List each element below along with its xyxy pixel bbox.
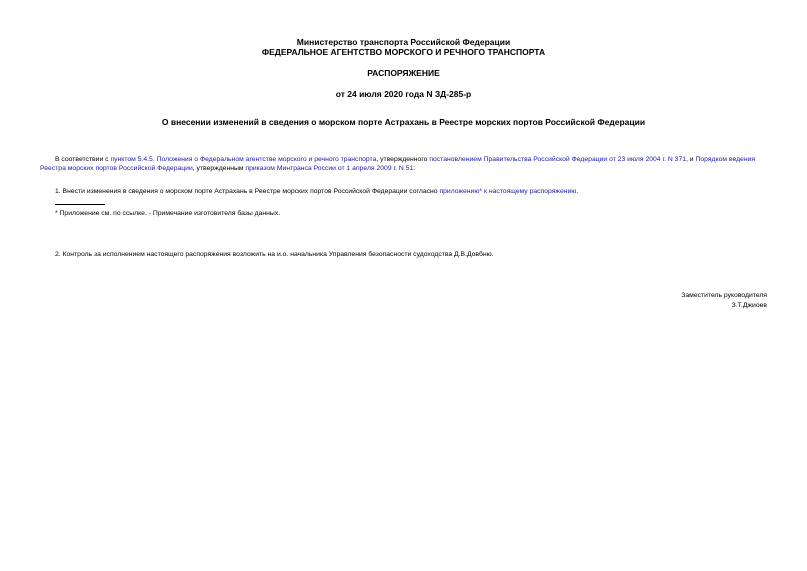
item-1-text: 1. Внести изменения в сведения о морском порте Астрахань в Реестре морских портов Российской Федерации согласно: [55, 188, 440, 195]
preamble-text: В соответствии с: [55, 156, 111, 163]
preamble-text: , утвержденным: [192, 165, 246, 172]
signatory-position: Заместитель руководителя: [681, 292, 767, 299]
preamble-paragraph: [40, 155, 768, 173]
agency-name: ФЕДЕРАЛЬНОЕ АГЕНТСТВО МОРСКОГО И РЕЧНОГО ТРАНСПОРТА: [261, 47, 546, 57]
signatory-name: З.Т.Джиоев: [731, 302, 767, 309]
link-register-procedure[interactable]: Порядком ведения Реестра морских портов Российской Федерации: [40, 156, 756, 172]
link-appendix[interactable]: приложению* к настоящему распоряжению: [439, 188, 577, 195]
ministry-name: Министерство транспорта Российской Федерации: [296, 37, 511, 47]
preamble-text: , и: [686, 156, 696, 163]
item-2: 2. Контроль за исполнением настоящего распоряжения возложить на и.о. начальника Управления безопасности судоходства Д.В.Довбню.: [55, 251, 494, 258]
link-regulation-clause[interactable]: пунктом 5.4.5. Положения о Федеральном агентстве морского и речного транспорта: [110, 156, 377, 163]
doc-title: О внесении изменений в сведения о морском порте Астрахань в Реестре морских портов Российской Федерации: [161, 117, 646, 127]
link-ministry-order[interactable]: приказом Минтранса России от 1 апреля 2009 г. N 51: [245, 165, 414, 172]
doc-type: РАСПОРЯЖЕНИЕ: [367, 68, 440, 78]
item-1: [55, 187, 775, 196]
item-1-end: .: [576, 188, 579, 195]
preamble-text: , утвержденного: [376, 156, 430, 163]
preamble-text: :: [413, 165, 416, 172]
footnote-divider: [55, 204, 105, 205]
doc-date-number: от 24 июля 2020 года N ЗД-285-р: [335, 89, 472, 99]
footnote: * Приложение см. по ссылке. - Примечание изготовителя базы данных.: [55, 210, 281, 217]
link-government-decree[interactable]: постановлением Правительства Российской Федерации от 23 июля 2004 г. N 371: [429, 156, 687, 163]
